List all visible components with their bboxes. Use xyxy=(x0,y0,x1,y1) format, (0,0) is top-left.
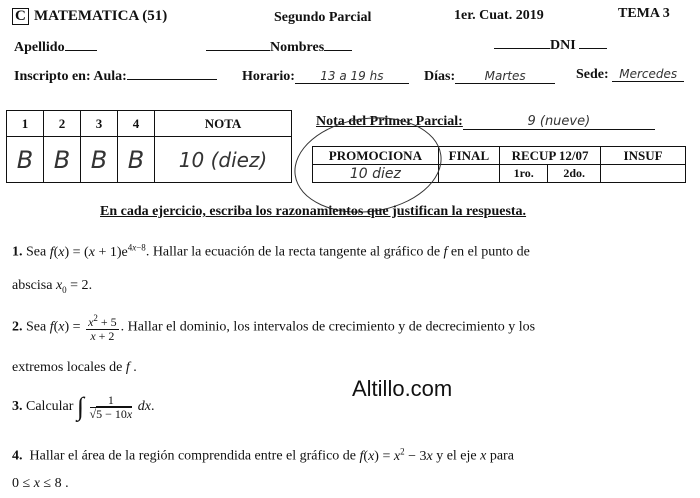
dni-field: DNI xyxy=(494,38,607,54)
watermark: Altillo.com xyxy=(352,376,453,401)
result-header-final: FINAL xyxy=(438,147,499,165)
exam-title: Segundo Parcial xyxy=(274,10,372,25)
question-1-line2: abscisa $x_0 = 2$. xyxy=(12,278,93,295)
question-3: 3. Calcular ∫ $\frac{1}{√5 - 10x}$ dx. xyxy=(12,392,155,421)
question-4-line2: 0 ≤ x ≤ 8 . xyxy=(12,476,69,491)
grade-value-4: B xyxy=(118,137,155,183)
question-1: 1. Sea $f(x) = (x + 1)e^{4x-8}$. Hallar la ecuación de la recta tangente al gráfico de f en el punto de xyxy=(12,242,530,260)
grade-value-1: B xyxy=(7,137,44,183)
horario-field: Horario: 13 a 19 hs xyxy=(242,69,409,85)
tema-label: TEMA 3 xyxy=(618,6,670,21)
grade-header-4: 4 xyxy=(118,111,155,137)
grades-table xyxy=(6,110,292,183)
question-4: 4. Hallar el área de la región comprendida entre el gráfico de $f(x) = x^2 - 3x$ y el eje x para xyxy=(12,446,514,464)
subject-title: MATEMATICA (51) xyxy=(34,8,168,24)
q2-fraction: $\frac{x^2 + 5}{x + 2}$ xyxy=(88,313,117,343)
question-2: 2. Sea f(x) = $\frac{x^2 + 5}{x + 2}$ . Hallar el dominio, los intervalos de crecimiento y de decrecimiento y los xyxy=(12,313,536,343)
apellido-field: Apellido xyxy=(14,40,97,56)
result-header-promociona: PROMOCIONA xyxy=(313,147,439,165)
c-mark: C xyxy=(12,8,29,25)
result-value-promociona: 10 diez xyxy=(313,165,439,183)
q3-fraction: $\frac{1}{√5 - 10x}$ xyxy=(89,392,133,421)
grade-header-2: 2 xyxy=(44,111,81,137)
grade-header-nota: NOTA xyxy=(155,111,292,137)
result-value-insuf xyxy=(601,165,686,183)
sede-field: Sede: Mercedes xyxy=(576,67,684,83)
result-header-recup: RECUP 12/07 xyxy=(500,147,601,165)
grade-value-2: B xyxy=(44,137,81,183)
instructions: En cada ejercicio, escriba los razonamientos que justifican la respuesta. xyxy=(100,204,527,219)
term-label: 1er. Cuat. 2019 xyxy=(454,8,544,23)
result-header-insuf: INSUF xyxy=(601,147,686,165)
result-recup-1ro: 1ro. xyxy=(500,165,548,183)
grade-value-3: B xyxy=(81,137,118,183)
primer-parcial-field: Nota del Primer Parcial: 9 (nueve) xyxy=(316,114,655,130)
inscripto-field: Inscripto en: Aula: xyxy=(14,69,217,85)
nombres-field: Nombres xyxy=(206,40,352,56)
result-value-final xyxy=(438,165,499,183)
question-2-line2: extremos locales de f . xyxy=(12,360,137,375)
dias-field: Días: Martes xyxy=(424,69,555,85)
q1-function: $f(x) = (x + 1)e^{4x-8}$ xyxy=(49,242,146,260)
grade-value-nota: 10 (diez) xyxy=(155,137,292,183)
grade-header-3: 3 xyxy=(81,111,118,137)
result-recup-2do: 2do. xyxy=(548,165,601,183)
grade-header-1: 1 xyxy=(7,111,44,137)
